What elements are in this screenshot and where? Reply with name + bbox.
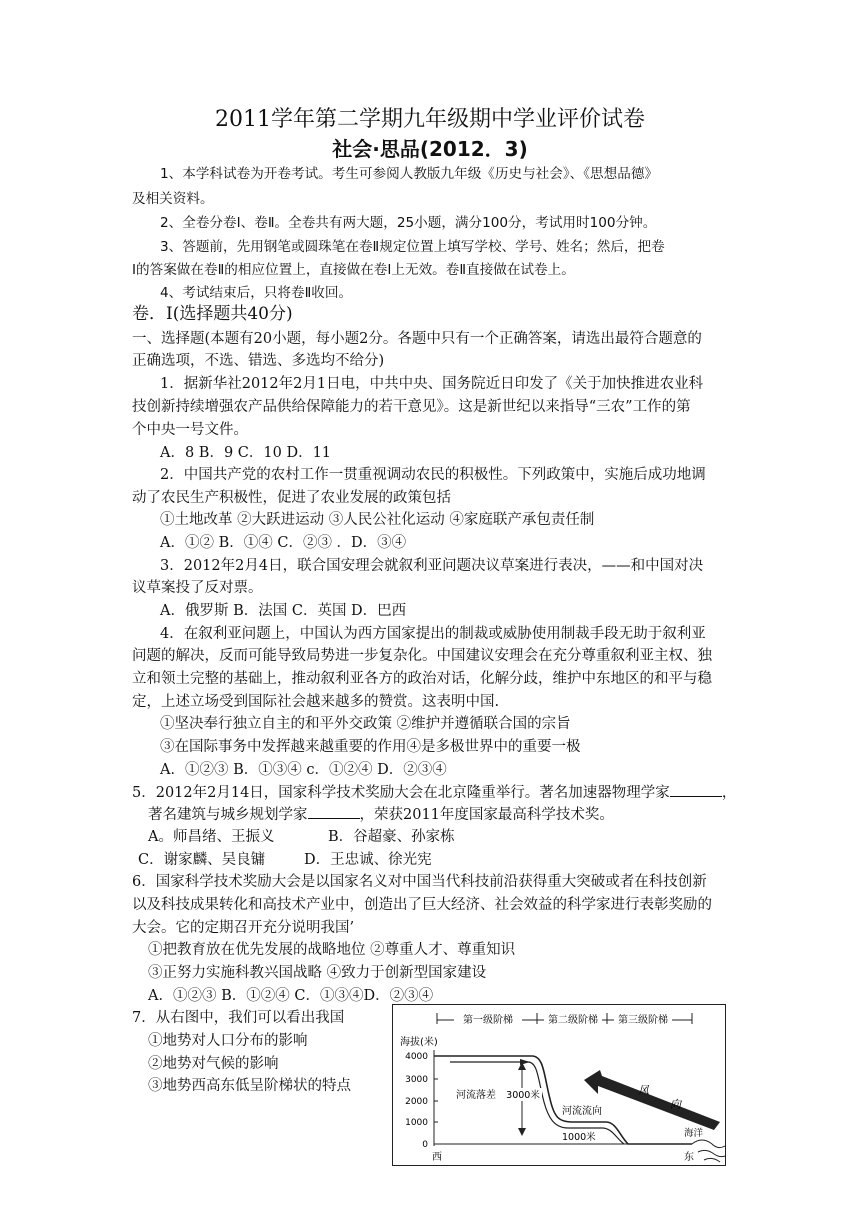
question-4-line-1: 4．在叙利亚问题上，中国认为西方国家提出的制裁或威胁使用制裁手段无助于叙利亚 (160, 626, 706, 642)
section-intro-1: 一、选择题(本题有20小题，每小题2分。各题中只有一个正确答案，请选出最符合题意的 (132, 331, 702, 347)
y-tick-2000: 2000 (405, 1097, 428, 1107)
instruction-2: 2、全卷分卷Ⅰ、卷Ⅱ。全卷共有两大题，25小题，满分100分，考试用时100分钟。 (160, 215, 657, 231)
instruction-4: 4、考试结束后，只将卷Ⅱ收回。 (160, 285, 353, 301)
question-4-item-1: ①坚决奉行独立自主的和平外交政策 ②维护并遵循联合国的宗旨 (160, 716, 571, 732)
question-4-line-3: 立和领土完整的基础上，推动叙利亚各方的政治对话，化解分歧，维护中东地区的和平与稳 (132, 671, 712, 687)
instruction-1-cont: 及相关资料。 (132, 191, 214, 207)
answer-blank-1 (670, 782, 722, 797)
y-tick-0: 0 (422, 1140, 428, 1150)
question-7-item-2: ②地势对气候的影响 (148, 1056, 279, 1072)
wind-label: 风 (638, 1084, 649, 1097)
figure-frame (393, 1005, 726, 1166)
question-5-text-b: ， (721, 785, 737, 801)
question-7-item-3: ③地势西高东低呈阶梯状的特点 (148, 1078, 351, 1094)
page-title: 2011学年第二学期九年级期中学业评价试卷 (215, 107, 645, 132)
question-1-options: A．8 B．9 C．10 D．11 (160, 445, 332, 461)
terrain-figure (392, 1004, 726, 1166)
question-5-option-d: D．王忠诚、徐光宪 (304, 852, 432, 868)
question-4-line-2: 问题的解决，反而可能导致局势进一步复杂化。中国建议安理会在充分尊重叙利亚主权、独 (132, 648, 712, 664)
question-2-line-1: 2．中国共产党的农村工作一贯重视调动农民的积极性。下列政策中，实施后成功地调 (160, 467, 706, 483)
question-6-options: A．①②③ B．①②④ C．①③④D．②③④ (148, 988, 434, 1004)
step-label-1: 第一级阶梯 (463, 1015, 513, 1026)
instruction-3-cont: Ⅰ的答案做在卷Ⅱ的相应位置上，直接做在卷Ⅰ上无效。卷Ⅱ直接做在试卷上。 (132, 262, 575, 278)
flow-label: 河流流向 (562, 1106, 602, 1117)
question-2-line-2: 动了农民生产积极性，促进了农业发展的政策包括 (132, 490, 451, 506)
question-4-line-4: 定，上述立场受到国际社会越来越多的赞赏。这表明中国. (132, 694, 500, 710)
step-label-3: 第三级阶梯 (618, 1015, 668, 1026)
question-6-item-2: ③正努力实施科教兴国战略 ④致力于创新型国家建设 (148, 965, 487, 981)
question-3-line-1: 3．2012年2月4日，联合国安理会就叙利亚问题决议草案进行表决，——和中国对决 (160, 558, 704, 574)
question-5-text-d: ，荣获2011年度国家最高科学技术奖。 (359, 807, 614, 823)
question-1-line-3: 个中央一号文件。 (132, 422, 248, 438)
question-1-line-1: 1．据新华社2012年2月1日电，中共中央、国务院近日印发了《关于加快推进农业科 (160, 376, 704, 392)
ocean-label: 海洋 (684, 1128, 704, 1139)
terrain-diagram (392, 1004, 726, 1166)
question-3-line-2: 议草案投了反对票。 (132, 580, 263, 596)
question-7-item-1: ①地势对人口分布的影响 (148, 1033, 308, 1049)
question-5-option-c: C．谢家麟、吴良镛 (138, 852, 266, 868)
question-5-text-a: 5．2012年2月14日，国家科学技术奖励大会在北京隆重举行。著名加速器物理学家 (132, 785, 670, 801)
y-axis-label: 海拔(米) (400, 1037, 438, 1048)
section-heading: 卷．Ⅰ(选择题共40分) (132, 304, 293, 324)
west-label: 西 (432, 1152, 442, 1163)
page-subtitle: 社会·思品(2012．3) (332, 137, 528, 161)
question-5-option-b: B．谷超豪、孙家栋 (328, 829, 455, 845)
question-6-item-1: ①把教育放在优先发展的战略地位 ②尊重人才、尊重知识 (148, 942, 516, 958)
question-2-options: A．①② B．①④ C．②③ ．D．③④ (160, 535, 407, 551)
y-tick-4000: 4000 (405, 1052, 428, 1062)
question-3-options: A．俄罗斯 B．法国 C．英国 D．巴西 (160, 603, 407, 619)
question-4-item-2: ③在国际事务中发挥越来越重要的作用④是多极世界中的重要一极 (160, 739, 581, 755)
question-6-line-3: 大会。它的定期召开充分说明我国’ (132, 920, 355, 936)
east-label: 东 (684, 1152, 694, 1163)
question-5-line-1 (132, 782, 736, 803)
wind-label-2: 向 (670, 1098, 681, 1111)
question-5-option-a: A。师昌绪、王振义 (148, 829, 275, 845)
section-intro-2: 正确选项，不选、错选、多选均不给分) (132, 353, 385, 369)
question-1-line-2: 技创新持续增强农产品供给保障能力的若干意见》。这是新世纪以来指导“三农”工作的第 (132, 399, 691, 415)
question-5-line-2 (148, 804, 614, 825)
question-5-text-c: 著名建筑与城乡规划学家 (148, 807, 308, 823)
y-tick-3000: 3000 (405, 1075, 428, 1085)
question-2-items: ①土地改革 ②大跃进运动 ③人民公社化运动 ④家庭联产承包责任制 (160, 512, 595, 528)
drop-label: 河流落差 (456, 1090, 496, 1101)
step-label-2: 第二级阶梯 (548, 1015, 598, 1026)
drop-value: 3000米 (506, 1090, 540, 1101)
question-6-line-1: 6．国家科学技术奖励大会是以国家名义对中国当代科技前沿获得重大突破或者在科技创新 (132, 874, 707, 890)
question-4-options: A．①②③ B．①③④ c．①②④ D．②③④ (160, 762, 447, 778)
instruction-1: 1、本学科试卷为开卷考试。考生可参阅人教版九年级《历史与社会》、《思想品德》 (160, 166, 659, 182)
question-7-line-1: 7．从右图中，我们可以看出我国 (132, 1010, 345, 1026)
instruction-3: 3、答题前，先用钢笔或圆珠笔在卷Ⅱ规定位置上填写学校、学号、姓名；然后，把卷 (160, 239, 665, 255)
y-tick-1000: 1000 (405, 1118, 428, 1128)
answer-blank-2 (308, 804, 360, 819)
question-6-line-2: 以及科技成果转化和高技术产业中，创造出了巨大经济、社会效益的科学家进行表彰奖励的 (132, 897, 712, 913)
drop2-value: 1000米 (562, 1132, 596, 1143)
